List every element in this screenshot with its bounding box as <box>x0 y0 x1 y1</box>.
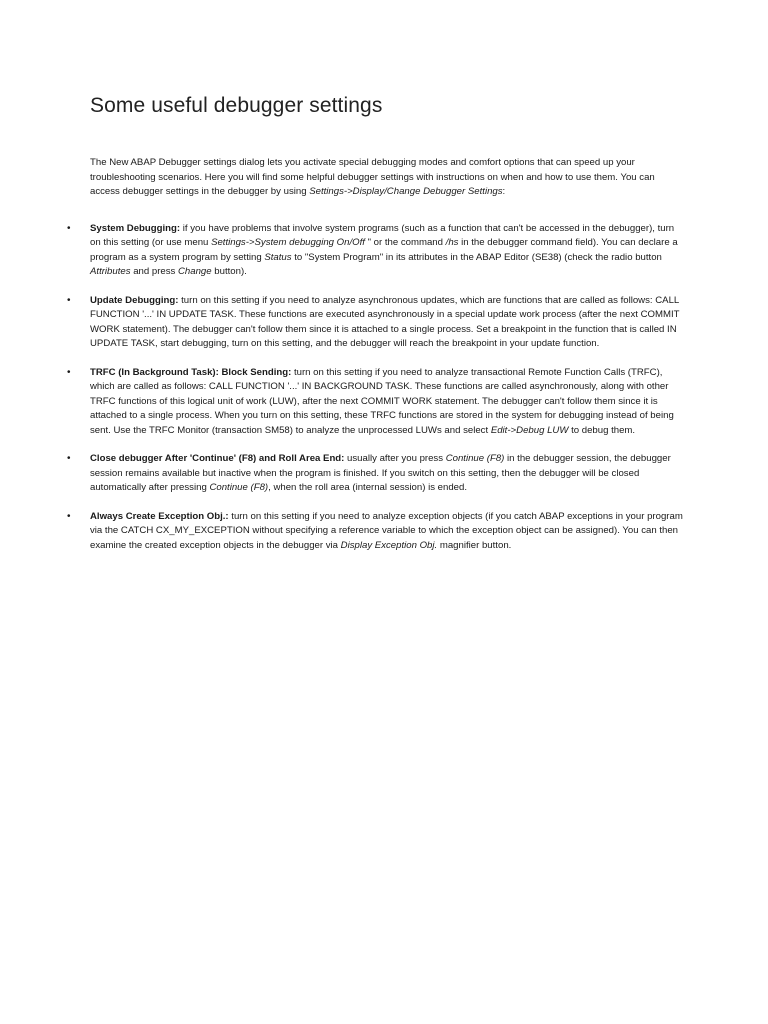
item-text: and press <box>130 266 178 277</box>
item-text: magnifier button. <box>437 539 512 551</box>
item-italic: Settings->System debugging On/Off <box>211 237 365 248</box>
page-title: Some useful debugger settings <box>90 94 383 117</box>
settings-list <box>67 222 686 554</box>
item-text: turn on this setting if you need to analyze exception objects (if you catch ABAP exceptions in your program via the CATCH CX_MY_EXCEPTION without specifying a reference variable to which the exception object can be assigned). You can then examine the created exception objects in the debugger via <box>90 510 683 551</box>
bullet-dot-icon: • <box>67 222 71 234</box>
item-text: in the debugger session, the debugger session remains available but inactive when the program is finished. If you switch on this setting, then the debugger will be closed automatically after pressing <box>90 453 671 493</box>
item-italic: Continue (F8) <box>445 453 505 464</box>
item-term: Update Debugging: <box>90 294 179 306</box>
item-text: " or the command <box>364 237 446 248</box>
item-italic: Display Exception Obj. <box>340 539 438 551</box>
intro-paragraph <box>90 156 686 200</box>
item-term: TRFC (In Background Task): Block Sending: <box>90 366 292 378</box>
item-italic: Edit->Debug LUW <box>490 424 569 436</box>
list-item-system-debugging <box>67 222 686 280</box>
bullet-dot-icon: • <box>67 294 71 306</box>
item-text: to debug them. <box>568 424 636 436</box>
item-text: button). <box>211 266 247 277</box>
intro-menu-path: Settings->Display/Change Debugger Settings <box>309 186 503 197</box>
intro-text: The New ABAP Debugger settings dialog lets you activate special debugging modes and comfort options that can speed up your troubleshooting scenarios. Here you will find some helpful debugger settings with instructions on when and how to use them. You can access debugger settings in the debugger by using <box>90 157 655 197</box>
item-term: System Debugging: <box>90 222 181 234</box>
item-italic: Change <box>178 266 212 277</box>
item-text: if you have problems that involve system programs (such as a function that can't be accessed in the debugger), turn on this setting (or use menu <box>90 222 675 248</box>
item-term: Always Create Exception Obj.: <box>90 510 229 522</box>
bullet-dot-icon: • <box>67 453 71 464</box>
list-item-trfc-block-sending <box>67 366 686 439</box>
item-term: Close debugger After 'Continue' (F8) and Roll Area End: <box>90 453 345 464</box>
bullet-dot-icon: • <box>67 366 71 378</box>
item-text: turn on this setting if you need to analyze asynchronous updates, which are functions that are called as follows: CALL FUNCTION '...' IN UPDATE TASK. These functions are executed asynchronously in a special update work process (after the next COMMIT WORK statement). The debugger can't follow them since it is attached to a single process. Set a breakpoint in the function that is called IN UPDATE TASK, start debugging, turn on this setting, and the debugger will reach the breakpoint in your update function. <box>90 294 680 349</box>
item-italic: /hs <box>445 237 459 248</box>
item-italic: Continue (F8) <box>209 482 269 493</box>
list-item-close-debugger <box>67 452 686 496</box>
bullet-dot-icon: • <box>67 510 71 522</box>
item-text: to "System Program" in its attributes in the ABAP Editor (SE38) (check the radio button <box>291 251 662 263</box>
intro-text-end: : <box>502 186 506 197</box>
list-item-update-debugging <box>67 294 686 352</box>
item-text: in the debugger command field). You can declare a program as a system program by setting <box>90 237 678 263</box>
document-page <box>67 94 686 567</box>
item-text: usually after you press <box>344 453 446 464</box>
item-italic: Attributes <box>90 266 131 277</box>
item-italic: Status <box>264 251 292 263</box>
item-text: turn on this setting if you need to analyze transactional Remote Function Calls (TRFC), which are called as follows: CALL FUNCTION '...' IN BACKGROUND TASK. These functions are called asynchronously, along with other TRFC functions of this logical unit of work (LUW), after the next COMMIT WORK statement. The debugger can't follow them since it is attached to a single process. When you turn on this setting, these TRFC functions are stored in the system for debugging instead of being sent. Use the TRFC Monitor (transaction SM58) to analyze the unprocessed LUWs and select <box>90 366 674 436</box>
item-text: , when the roll area (internal session) is ended. <box>268 482 468 493</box>
list-item-exception-obj <box>67 510 686 554</box>
